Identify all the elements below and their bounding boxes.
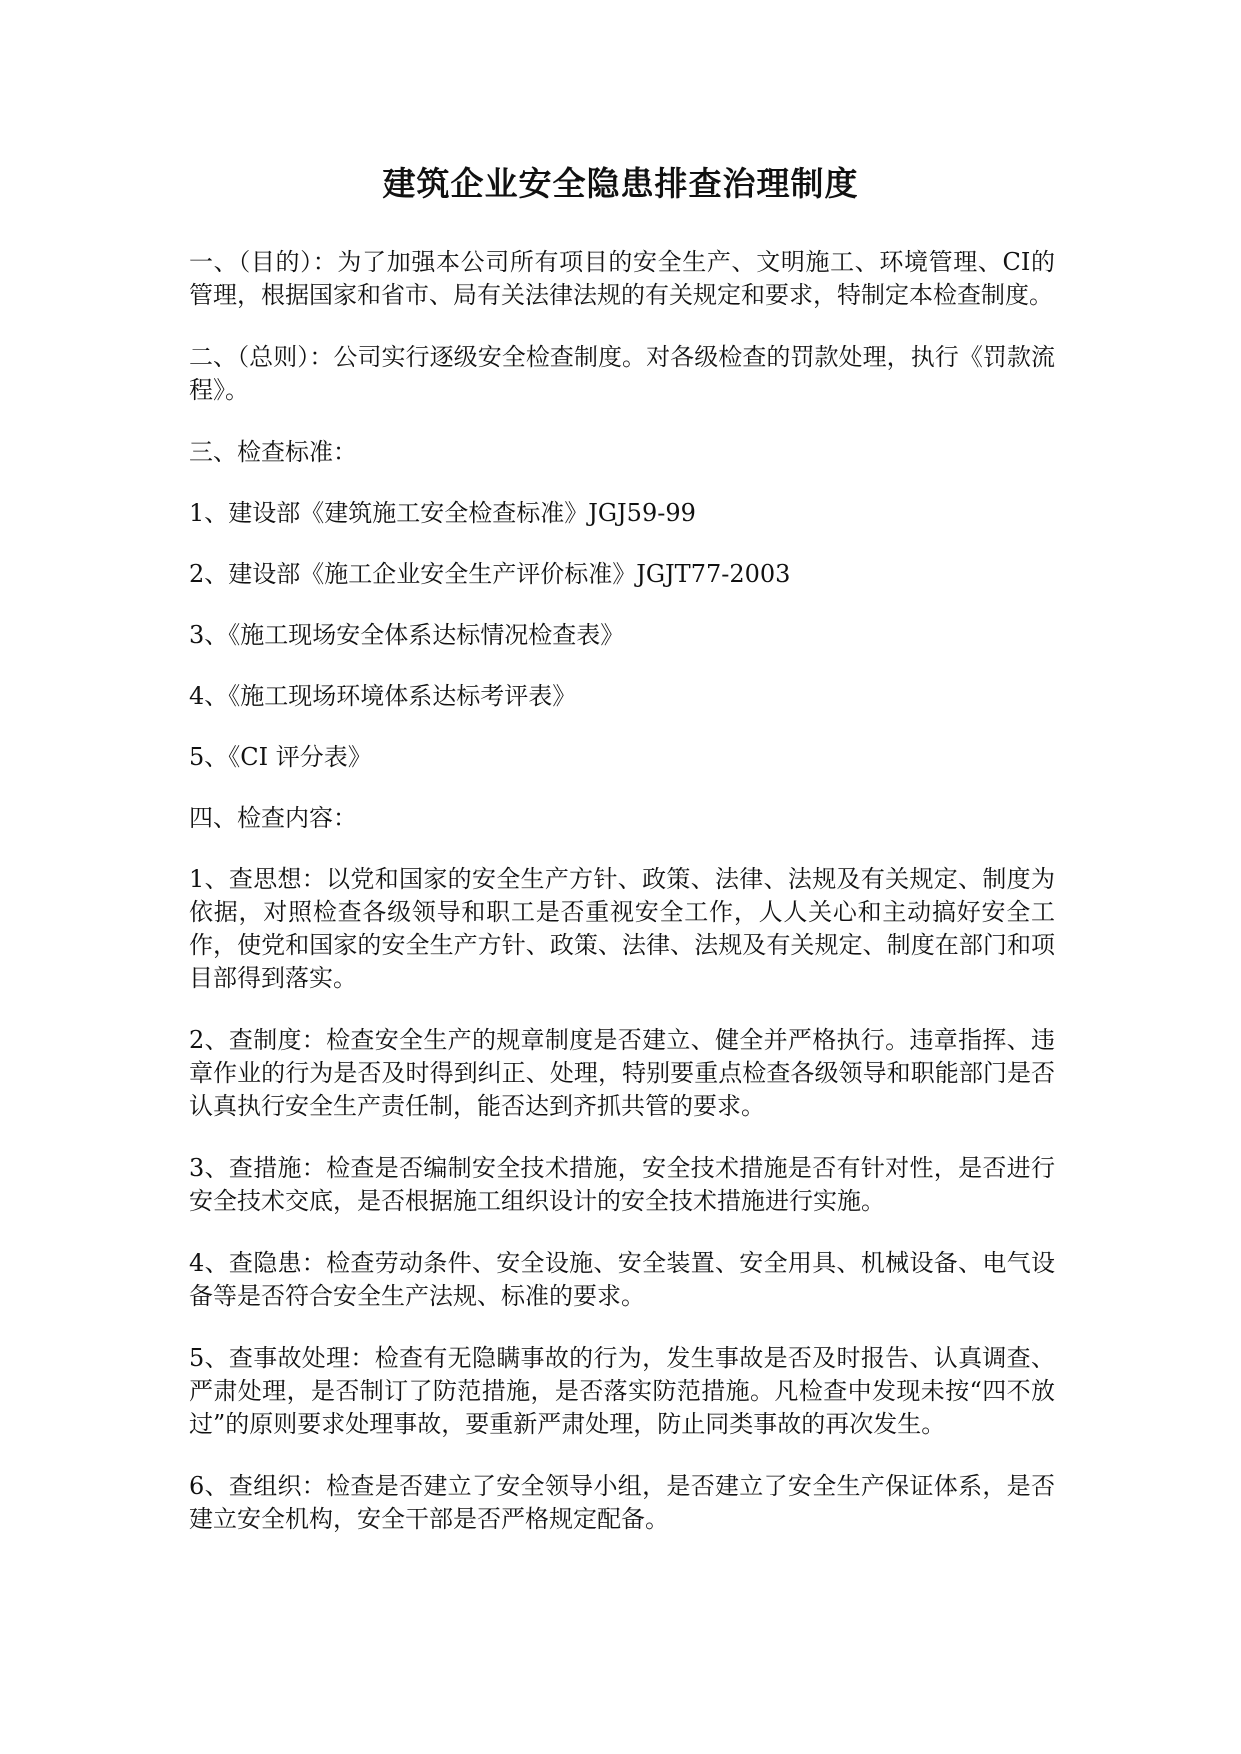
standard-item: 3、《施工现场安全体系达标情况检查表》 xyxy=(189,621,625,649)
content-item: 3、查措施：检查是否编制安全技术措施，安全技术措施是否有针对性，是否进行安全技术交底，是否根据施工组织设计的安全技术措施进行实施。 xyxy=(189,1154,1055,1215)
section-heading-standards: 三、检查标准： xyxy=(189,438,357,466)
paragraph-purpose: 一、（目的）：为了加强本公司所有项目的安全生产、文明施工、环境管理、CI的管理，根据国家和省市、局有关法律法规的有关规定和要求，特制定本检查制度。 xyxy=(189,248,1055,309)
standard-item: 1、建设部《建筑施工安全检查标准》JGJ59-99 xyxy=(189,499,696,527)
paragraph-general: 二、（总则）：公司实行逐级安全检查制度。对各级检查的罚款处理，执行《罚款流程》。 xyxy=(189,343,1055,404)
content-item: 4、查隐患：检查劳动条件、安全设施、安全装置、安全用具、机械设备、电气设备等是否符合安全生产法规、标准的要求。 xyxy=(189,1249,1055,1310)
section-heading-content: 四、检查内容： xyxy=(189,804,357,832)
standard-item: 2、建设部《施工企业安全生产评价标准》JGJT77-2003 xyxy=(189,560,791,588)
standard-item: 4、《施工现场环境体系达标考评表》 xyxy=(189,682,577,710)
content-item: 6、查组织：检查是否建立了安全领导小组，是否建立了安全生产保证体系，是否建立安全机构，安全干部是否严格规定配备。 xyxy=(189,1472,1055,1533)
page-title: 建筑企业安全隐患排查治理制度 xyxy=(382,164,859,203)
content-item: 5、查事故处理：检查有无隐瞒事故的行为，发生事故是否及时报告、认真调查、严肃处理，是否制订了防范措施，是否落实防范措施。凡检查中发现未按“四不放过”的原则要求处理事故，要重新严肃处理，防止同类事故的再次发生。 xyxy=(189,1344,1055,1438)
content-item: 2、查制度：检查安全生产的规章制度是否建立、健全并严格执行。违章指挥、违章作业的行为是否及时得到纠正、处理，特别要重点检查各级领导和职能部门是否认真执行安全生产责任制，能否达到齐抓共管的要求。 xyxy=(189,1026,1055,1120)
content-item: 1、查思想：以党和国家的安全生产方针、政策、法律、法规及有关规定、制度为依据，对照检查各级领导和职工是否重视安全工作，人人关心和主动搞好安全工作，使党和国家的安全生产方针、政策、法律、法规及有关规定、制度在部门和项目部得到落实。 xyxy=(189,865,1055,992)
document-body xyxy=(189,246,1055,1565)
standard-item: 5、《CI 评分表》 xyxy=(189,743,372,771)
